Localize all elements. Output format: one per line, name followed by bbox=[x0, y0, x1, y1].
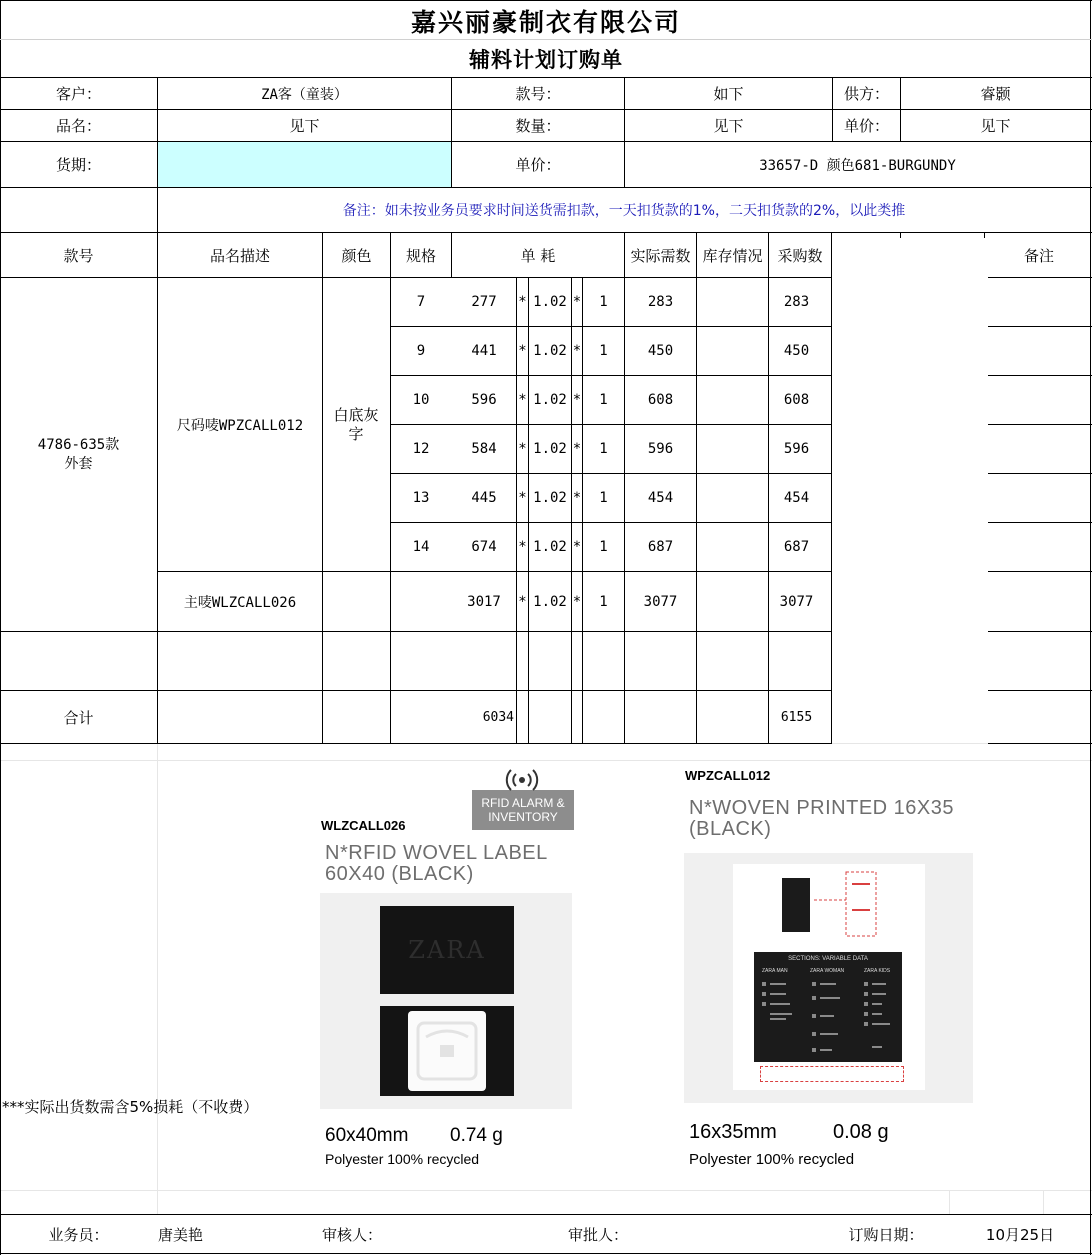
delivery-label: 货期： bbox=[55, 156, 101, 174]
label-right-code: WPZCALL012 bbox=[685, 768, 771, 783]
label-left-material: Polyester 100% recycled bbox=[325, 1151, 480, 1167]
row-multiply-sign: * bbox=[572, 593, 582, 610]
style-label: 款号： bbox=[515, 85, 561, 103]
remark-text: 备注：如未按业务员要求时间送货需扣款，一天扣货款的1%，二天扣货款的2%，以此类推 bbox=[342, 203, 906, 219]
row-multiplier: 1 bbox=[599, 343, 608, 359]
sections-col-kids: ZARA KIDS bbox=[864, 968, 891, 974]
style-number: 4786-635款 bbox=[37, 436, 120, 453]
row-loss-factor: 1.02 bbox=[533, 490, 567, 506]
label-left-dims: 60x40mm bbox=[325, 1125, 409, 1146]
delivery-value bbox=[158, 142, 451, 187]
row-size: 12 bbox=[412, 441, 430, 457]
row-loss-factor: 1.02 bbox=[533, 593, 567, 610]
price2-value: 33657-D 颜色681-BURGUNDY bbox=[759, 157, 956, 174]
col-stock: 库存情况 bbox=[702, 246, 763, 265]
sections-title: SECTIONS: VARIABLE DATA bbox=[788, 956, 868, 962]
label-right-product: N*WOVEN PRINTED 16X35 (BLACK) bbox=[689, 797, 955, 840]
row-quantity: 3017 bbox=[467, 593, 501, 610]
col-desc: 品名描述 bbox=[209, 246, 270, 265]
row-quantity: 441 bbox=[471, 343, 497, 359]
row-purchase-qty: 608 bbox=[783, 392, 810, 408]
sections-list-icon bbox=[760, 978, 896, 1058]
row-loss-factor: 1.02 bbox=[533, 441, 567, 457]
row-quantity: 445 bbox=[471, 490, 497, 506]
row-size: 7 bbox=[416, 294, 426, 310]
order-date-label: 订购日期： bbox=[848, 1225, 924, 1244]
zara-logo: ZARA bbox=[408, 936, 486, 964]
small-tag bbox=[782, 878, 810, 932]
warning-box bbox=[760, 1066, 904, 1082]
style-garment: 外套 bbox=[64, 455, 93, 472]
row-actual-need: 454 bbox=[647, 490, 674, 506]
row-multiply-sign: * bbox=[518, 490, 527, 506]
customer-value: ZA客（童装） bbox=[261, 86, 348, 103]
label-left-code: WLZCALL026 bbox=[321, 818, 406, 833]
item1-color: 白底灰字 bbox=[333, 405, 379, 443]
total-quantity: 6034 bbox=[482, 709, 514, 725]
row-quantity: 584 bbox=[471, 441, 497, 457]
row-multiplier: 1 bbox=[599, 441, 608, 457]
sections-col-woman: ZARA WOMAN bbox=[810, 968, 845, 974]
sections-col-man: ZARA MAN bbox=[762, 968, 788, 974]
row-actual-need: 3077 bbox=[643, 593, 678, 610]
row-multiply-sign: * bbox=[572, 392, 582, 408]
row-purchase-qty: 687 bbox=[783, 539, 810, 555]
item2-description: 主唛WLZCALL026 bbox=[183, 594, 297, 611]
rfid-badge-text: RFID ALARM & INVENTORY bbox=[481, 796, 565, 824]
row-multiply-sign: * bbox=[518, 441, 527, 457]
rfid-badge bbox=[472, 790, 574, 830]
row-purchase-qty: 596 bbox=[783, 441, 810, 457]
row-loss-factor: 1.02 bbox=[533, 392, 567, 408]
row-purchase-qty: 283 bbox=[783, 294, 810, 310]
row-purchase-qty: 3077 bbox=[779, 593, 814, 610]
row-size: 9 bbox=[416, 343, 426, 359]
review-label: 审核人： bbox=[322, 1225, 383, 1244]
label-left-product: N*RFID WOVEL LABEL 60X40 (BLACK) bbox=[325, 842, 548, 885]
row-quantity: 277 bbox=[471, 294, 497, 310]
col-color: 颜色 bbox=[341, 246, 372, 265]
unit-price-label: 单价： bbox=[843, 117, 889, 135]
row-multiply-sign: * bbox=[572, 294, 582, 310]
col-purchase: 采购数 bbox=[777, 246, 823, 265]
row-actual-need: 450 bbox=[647, 343, 674, 359]
order-date-value: 10月25日 bbox=[985, 1225, 1055, 1244]
row-multiply-sign: * bbox=[572, 343, 582, 359]
label-right-dims: 16x35mm bbox=[689, 1121, 777, 1143]
style-value: 如下 bbox=[713, 85, 744, 103]
row-quantity: 596 bbox=[471, 392, 497, 408]
company-name: 嘉兴丽豪制衣有限公司 bbox=[410, 8, 681, 37]
row-size bbox=[391, 572, 451, 631]
document-title: 辅料计划订购单 bbox=[469, 47, 623, 72]
row-loss-factor: 1.02 bbox=[533, 294, 567, 310]
quantity-label: 数量： bbox=[515, 117, 561, 135]
style-cell bbox=[0, 278, 157, 631]
quantity-value: 见下 bbox=[713, 117, 744, 135]
row-size: 10 bbox=[412, 392, 430, 408]
row-loss-factor: 1.02 bbox=[533, 539, 567, 555]
row-loss-factor: 1.02 bbox=[533, 343, 567, 359]
row-multiply-sign: * bbox=[518, 343, 527, 359]
row-multiply-sign: * bbox=[572, 490, 582, 506]
row-purchase-qty: 450 bbox=[783, 343, 810, 359]
col-consumption: 单 耗 bbox=[520, 246, 556, 265]
row-multiplier: 1 bbox=[599, 539, 608, 555]
row-multiply-sign: * bbox=[518, 294, 527, 310]
label-right-material: Polyester 100% recycled bbox=[689, 1151, 855, 1168]
customer-label: 客户： bbox=[55, 85, 101, 103]
col-style: 款号 bbox=[63, 246, 94, 265]
col-note: 备注 bbox=[1023, 246, 1054, 265]
row-multiply-sign: * bbox=[518, 539, 527, 555]
row-actual-need: 608 bbox=[647, 392, 674, 408]
row-multiplier: 1 bbox=[599, 294, 608, 310]
approve-label: 审批人： bbox=[568, 1225, 629, 1244]
rfid-antenna-icon bbox=[414, 1017, 480, 1085]
product-label: 品名： bbox=[55, 117, 101, 135]
item1-description: 尺码唛WPZCALL012 bbox=[176, 417, 304, 434]
price2-label: 单价： bbox=[515, 156, 561, 174]
row-purchase-qty: 454 bbox=[783, 490, 810, 506]
product-value: 见下 bbox=[289, 117, 320, 135]
total-purchase: 6155 bbox=[780, 709, 813, 725]
row-size: 14 bbox=[412, 539, 430, 555]
row-multiply-sign: * bbox=[518, 392, 527, 408]
loss-footnote: ***实际出货数需含5%损耗（不收费） bbox=[2, 1098, 259, 1116]
rfid-signal-icon bbox=[504, 768, 540, 792]
row-actual-need: 283 bbox=[647, 294, 674, 310]
row-actual-need: 596 bbox=[647, 441, 674, 457]
label-left-weight: 0.74 g bbox=[450, 1125, 503, 1146]
supplier-label: 供方： bbox=[843, 85, 889, 103]
col-size: 规格 bbox=[405, 246, 436, 265]
sales-label: 业务员： bbox=[48, 1225, 109, 1244]
variable-data-dashes-icon bbox=[812, 870, 878, 940]
row-quantity: 674 bbox=[471, 539, 497, 555]
row-multiply-sign: * bbox=[518, 593, 527, 610]
sales-value: 唐美艳 bbox=[158, 1225, 204, 1244]
row-multiplier: 1 bbox=[599, 392, 608, 408]
label-right-weight: 0.08 g bbox=[833, 1121, 889, 1143]
col-actual: 实际需数 bbox=[630, 246, 691, 265]
row-size: 13 bbox=[412, 490, 430, 506]
supplier-value: 睿颢 bbox=[980, 85, 1011, 103]
row-multiplier: 1 bbox=[599, 593, 608, 610]
row-multiply-sign: * bbox=[572, 539, 582, 555]
unit-price-value: 见下 bbox=[980, 117, 1011, 135]
row-actual-need: 687 bbox=[647, 539, 674, 555]
total-label: 合计 bbox=[63, 708, 94, 727]
label-front bbox=[380, 906, 514, 994]
row-multiply-sign: * bbox=[572, 441, 582, 457]
row-multiplier: 1 bbox=[599, 490, 608, 506]
